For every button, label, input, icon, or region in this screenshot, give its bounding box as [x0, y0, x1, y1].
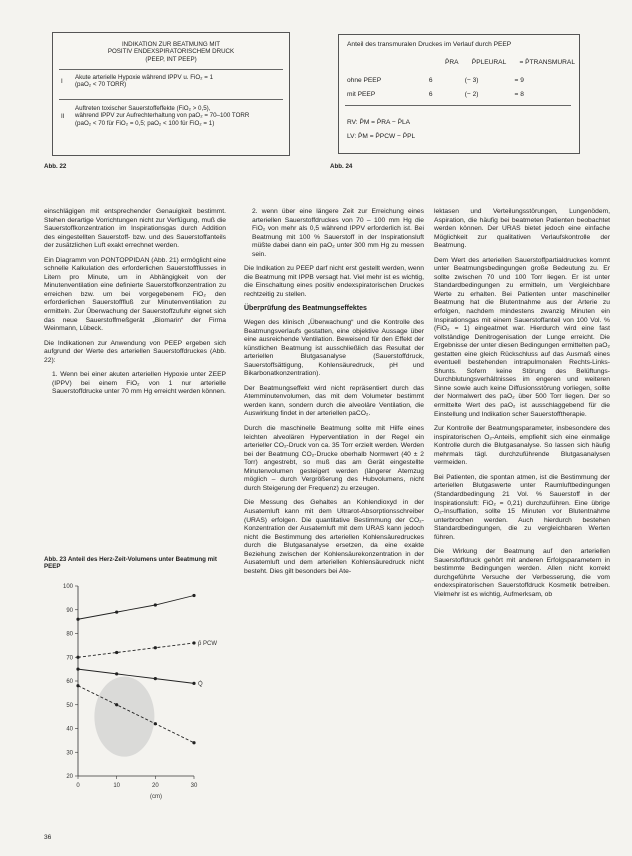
- chart-x-tick-label: 0: [76, 783, 80, 789]
- chart-data-point: [154, 722, 157, 725]
- paragraph: lektasen und Verteilungsstörungen, Lungenödem, Aspiration, die häufig bei beatmeten Patienten beobachtet werden können. Der URAS bietet jedoch eine einfache Möglichkeit zur qualitativen Verlaufskontrolle der Beatmung.: [434, 208, 610, 250]
- chart-y-tick-label: 80: [66, 631, 73, 638]
- figure-22-title-line: POSITIV ENDEXSPIRATORISCHEM DRUCK: [107, 48, 235, 56]
- text-column-1: [44, 208, 226, 403]
- paragraph: Die Indikation zu PEEP darf nicht erst gestellt werden, wenn die Beatmung mit IPPB versagt hat. Viel mehr ist es wichtig, die Einschaltung eines positiv endexspiratorischen Druckes rechtzeitig zu stellen.: [244, 265, 424, 298]
- chart-data-point: [192, 594, 195, 597]
- paragraph: einschlägigen mit entsprechender Genauigkeit bestimmt. Stehen derartige Vorrichtungen nicht zur Verfügung, muß die Sauerstoffkonzentration im Inspirationsgas durch Addition des eingestellten Sauerstoff- bzw. und des Sauerstoffanteils der zusätzlichen Luft exakt errechnet werden.: [44, 208, 226, 250]
- figure-22-title-line: INDIKATION ZUR BEATMUNG MIT: [121, 41, 221, 48]
- chart-y-tick-label: 30: [66, 750, 73, 757]
- figure-22-item-ii: [75, 105, 281, 127]
- figure-23-caption: Abb. 23 Anteil des Herz-Zeit-Volumens unter Beatmung mit PEEP: [44, 556, 217, 571]
- figure-24-title: Anteil des transmuralen Druckes im Verlauf durch PEEP: [347, 41, 512, 48]
- row-cell: = 9: [514, 77, 524, 84]
- header-cell: = P̄TRANSMURAL: [519, 59, 575, 66]
- figure-22-item-i: [75, 74, 275, 89]
- row-cell: (− 2): [464, 91, 479, 98]
- row-cell: (− 3): [464, 77, 479, 84]
- item-line: während IPPV zur Aufrechterhaltung von paO₂ = 70–100 TORR: [75, 112, 250, 120]
- figure-24-header-row: [445, 59, 575, 67]
- figure-24-caption: Abb. 24: [330, 163, 353, 170]
- chart-series-label: Q̇: [198, 681, 203, 688]
- chart-series-line: [78, 596, 194, 620]
- chart-x-axis-label: (cm): [150, 794, 162, 800]
- chart-data-point: [154, 677, 157, 680]
- item-line: Auftreten toxischer Sauerstoffeffekte (FiO₂ > 0,5),: [75, 105, 211, 112]
- chart-y-tick-label: 60: [66, 679, 73, 685]
- figure-24-row: [347, 91, 547, 99]
- chart-series-label: p̄ PCW: [198, 641, 218, 647]
- chart-x-tick-label: 20: [151, 783, 159, 789]
- item-line: Akute arterielle Hypoxie während IPPV u. FiO₂ = 1: [75, 74, 214, 81]
- figure-24-formula-rv: RV: P̄M = P̄RA − P̄LA: [347, 119, 411, 126]
- figure-22-label-ii: II: [61, 113, 65, 120]
- row-label: mit PEEP: [347, 91, 376, 98]
- divider: [345, 105, 571, 106]
- chart-data-point: [115, 611, 118, 614]
- chart-data-point: [192, 741, 195, 744]
- figure-24-box: [338, 34, 580, 154]
- chart-series-line: [78, 643, 194, 657]
- chart-y-tick-label: 90: [66, 607, 73, 614]
- chart-shaded-region: [94, 677, 154, 757]
- chart-data-point: [76, 618, 79, 621]
- figure-22-label-i: I: [61, 78, 63, 85]
- chart-data-point: [115, 672, 118, 675]
- paragraph: Die Wirkung der Beatmung auf den arteriellen Sauerstoffdruck gehört mit anderen Erfolgsparametern in bestimmte Bedingungen werden. Allen nicht korrekt durchgeführte Versuche der Verbesserung, die vom endexspiratorischen Sauerstoffdruck Kosmetik betreiben. Vielmehr ist es wichtig, Aufmerksam, ob: [434, 548, 610, 598]
- figure-23-chart: [44, 576, 232, 822]
- chart-y-tick-label: 70: [66, 655, 73, 662]
- item-line: (paO₂ < 70 für FiO₂ = 0,5; paO₂ < 100 für FiO₂ = 1): [75, 119, 215, 127]
- paragraph: Wegen des klinisch „Überwachung“ und die Kontrolle des Beatmungsverlaufs gestatten, eine objektive Aussage über eine ausreichende Ventilation. Beweisend für den Effekt der künstlichen Beatmung ist ausschließlich das Resultat der arteriellen Blutgasanalyse (Sauerstoffdruck, Sauerstoffsättigung, Kohlensäuredruck, pH und Bikarbonatkonzentration).: [244, 319, 424, 378]
- chart-y-tick-label: 40: [66, 726, 73, 733]
- text-column-3: [434, 208, 610, 606]
- figure-22-title-line: (PEEP, INT PEEP): [145, 55, 197, 63]
- item-line: (paO₂ < 70 TORR): [75, 81, 127, 89]
- chart-y-tick-label: 20: [66, 774, 73, 780]
- row-cell: 6: [428, 77, 433, 84]
- figure-24-row: [347, 77, 547, 85]
- row-label: ohne PEEP: [347, 77, 382, 84]
- row-cell: = 8: [514, 91, 524, 98]
- paragraph: Durch die maschinelle Beatmung sollte mit Hilfe eines leichten alveolären Hyperventilation in der Regel ein arterieller CO₂-Druck von ca. 35 Torr erzielt werden. Werden bei der Beatmung CO₂-Drucke oberhalb Normwert (40 ± 2 Torr) angestrebt, so muß das am Gerät eingestellte Minutenvolumen gesteigert werden (längerer Atemzug möglich – durch Vergrößerung des Hubvolumens, nicht durch Steigerung der Frequenz) zu erzeugen.: [244, 425, 424, 492]
- divider: [59, 69, 283, 70]
- chart-data-point: [76, 656, 79, 659]
- paragraph: Zur Kontrolle der Beatmungsparameter, insbesondere des inspiratorischen O₂-Anteils, empfiehlt sich eine einmalige Kontrolle durch die Blutgasanalyse. So lassen sich häufig mehrmals tägl. durchzuführende Blutgasanalysen vermeiden.: [434, 425, 610, 467]
- chart-data-point: [76, 668, 79, 671]
- chart-data-point: [192, 641, 195, 644]
- chart-data-point: [115, 651, 118, 654]
- list-item: 2. wenn über eine längere Zeit zur Erreichung eines arteriellen Sauerstoffdruckes von 70 – 100 mm Hg die FiO₂ von mehr als 0,5 während IPPV erforderlich ist. Bei Beatmung mit 100 % Sauerstoff in der Inspirationsluft müßte dabei dann ein paO₂ unter 300 mm Hg zu messen sein.: [252, 208, 424, 258]
- header-cell: P̄PLEURAL: [471, 59, 507, 66]
- page-number: 36: [44, 834, 52, 841]
- figure-22-title: [53, 41, 289, 63]
- chart-y-tick-label: 100: [62, 584, 73, 590]
- chart-x-tick-label: 30: [190, 783, 198, 789]
- figure-24-formula-lv: LV: P̄M = P̄PCW − P̄PL: [347, 133, 416, 140]
- chart-data-point: [154, 603, 157, 606]
- paragraph: Die Messung des Gehaltes an Kohlendioxyd in der Ausatemluft kann mit dem Ultrarot-Absorptionsschreiber (URAS) erfolgen. Die quantitative Bestimmung der CO₂-Konzentration der Ausatemluft mit dem URAS kann jedoch nicht die Bestimmung des arteriellen Kohlensäuredruckes durch die Blutgasanalyse ersetzen, da eine exakte Beziehung zwischen der Kohlensäurekonzentration in der Ausatemluft und dem arteriellen Kohlensäuredruck nicht besteht. Dies gilt besonders bei Ate-: [244, 499, 424, 575]
- text-column-2: [244, 208, 424, 582]
- list-item: 1. Wenn bei einer akuten arteriellen Hypoxie unter ZEEP (IPPV) bei einem FiO₂ von 1 nur arterielle Sauerstoffdrucke unter 70 mm Hg erreicht werden können.: [52, 371, 226, 396]
- row-cell: 6: [428, 91, 433, 98]
- divider: [59, 99, 283, 100]
- chart-data-point: [192, 682, 195, 685]
- section-heading: Überprüfung des Beatmungseffektes: [244, 305, 367, 313]
- chart-data-point: [154, 646, 157, 649]
- chart-data-point: [76, 684, 79, 687]
- figure-22-box: [52, 32, 290, 156]
- paragraph: Ein Diagramm von PONTOPPIDAN (Abb. 21) ermöglicht eine schnelle Kalkulation des erforderlichen Sauerstoffflusses in Litern pro Minute, um in Abhängigkeit von der Minutenventilation eine definierte Sauerstoffkonzentration zu erreichen bzw. um bei vorgegebenem FiO₂ den erforderlichen Sauerstofffluß zur Minutenventilation zu ermitteln. Zur Überwachung der Sauerstoffzufuhr eignet sich das neue Sauerstoffmeßgerät „Biomarin“ der Firma Weinmann, Lübeck.: [44, 256, 226, 333]
- paragraph: Die Indikationen zur Anwendung von PEEP ergeben sich aufgrund der Werte des arteriellen Sauerstoffdruckes (Abb. 22):: [44, 339, 226, 364]
- paragraph: Bei Patienten, die spontan atmen, ist die Bestimmung der arteriellen Blutgaswerte unter Raumluftbedingungen (Standardbedingung 21 Vol. % Sauerstoff in der Inspirationsluft: FiO₂ = 0,21) durchzuführen. Eine übrige O₂-Insufflation, sollte 15 Minuten vor Blutentnahme unterbrochen werden. Auch hierdurch bestehen Standardbedingungen, die zu vergleichbaren Werten führen.: [434, 473, 610, 541]
- chart-data-point: [115, 703, 118, 706]
- chart-y-tick-label: 50: [66, 702, 73, 709]
- paragraph: Dem Wert des arteriellen Sauerstoffpartialdruckes kommt unter Beatmungsbedingungen große Bedeutung zu. Er sollte zwischen 70 und 100 Torr liegen. Er ist unter Standardbedingungen zu ermitteln, um Vergleichbare Werte zu erhalten. Bei Patienten unter maschineller Beatmung hat die Blutentnahme aus der Arterie zu erfolgen, nachdem mindestens zwanzig Minuten ein Inspirationsgas mit einem Sauerstoffanteil von 100 Vol. % (FiO₂ = 1) eingeatmet war. Hierdurch wird eine fast vollständige Denitrogenisation der Lunge erreicht. Die Ergebnisse der unter diesen Bedingungen ermittelten paO₂ gestatten eine gleich Rückschluss auf das Ausmaß eines eventuell bestehenden intrapulmonalen Rechts-Links-Shunts. Sofern keine Störung des Belüftungs-Durchblutungsverhältnisses im engeren und weiteren Sinne sowie auch keine Diffusionsstörung vorliegen, sollte der Normalwert des paO₂ über 500 Torr liegen. Der so ermittelte Wert des paO₂ ist ausschlaggebend für die Einstellung und Indikation scher Sauerstofftherapie.: [434, 256, 610, 418]
- chart-x-tick-label: 10: [113, 783, 121, 789]
- paragraph: Der Beatmungseffekt wird nicht repräsentiert durch das Atemminutenvolumen, das mit dem Volumeter bestimmt werden kann, sondern durch die alveoläre Ventilation, die Auswirkung findet in der arteriellen paCO₂.: [244, 384, 424, 418]
- header-cell: P̄RA: [445, 59, 459, 66]
- figure-22-caption: Abb. 22: [44, 163, 67, 170]
